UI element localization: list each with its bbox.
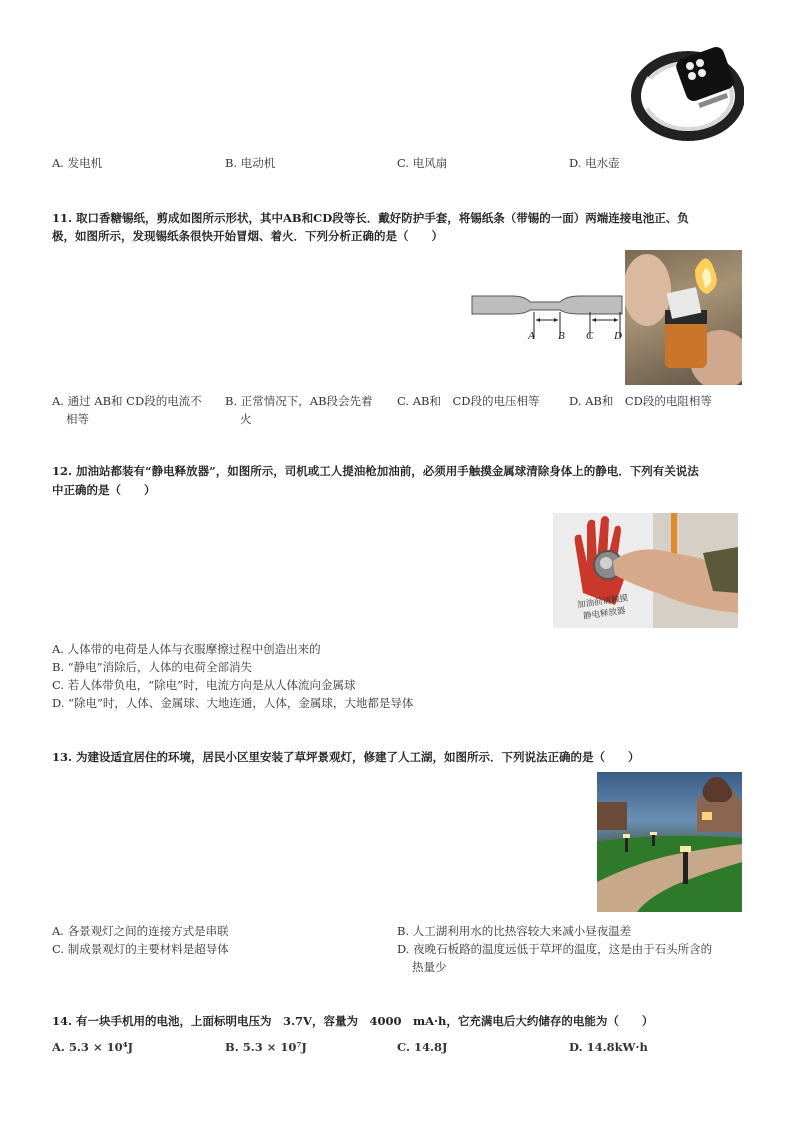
q11-option-a-line2: 相等 — [66, 412, 89, 426]
battery-foil-photo — [625, 250, 742, 385]
tin-foil-strip-diagram — [470, 290, 630, 346]
q12-option-d[interactable]: D. “除电”时，人体、金属球、大地连通，人体，金属球，大地都是导体 — [52, 696, 414, 710]
q10-option-d[interactable]: D. 电水壶 — [569, 156, 620, 170]
q14-option-b[interactable]: B. 5.3 × 10⁷J — [225, 1040, 307, 1054]
q11-option-b-line1[interactable]: B. 正常情况下，AB段会先着 — [225, 394, 373, 408]
device-label-line2: 静电释放器 — [582, 606, 627, 622]
lawn-lamp-photo — [597, 772, 742, 912]
label-b: B — [558, 330, 565, 342]
q13-option-a[interactable]: A. 各景观灯之间的连接方式是串联 — [52, 924, 229, 938]
q10-option-b[interactable]: B. 电动机 — [225, 156, 276, 170]
q12-option-a[interactable]: A. 人体带的电荷是人体与衣服摩擦过程中创造出来的 — [52, 642, 321, 656]
q13-option-d-line1[interactable]: D. 夜晚石板路的温度远低于草坪的温度，这是由于石头所含的 — [397, 942, 713, 956]
q11-stem-line1: 11. 取口香糖锡纸，剪成如图所示形状，其中AB和CD段等长．戴好防护手套，将锡纸条（带锡的一面）两端连接电池正、负 — [52, 211, 689, 225]
q14-option-a[interactable]: A. 5.3 × 10⁴J — [52, 1040, 134, 1054]
device-label-line1: 加油前请触摸 — [576, 593, 629, 611]
smart-bracelet-image — [628, 38, 744, 146]
label-c: C — [586, 330, 594, 342]
q13-option-c[interactable]: C. 制成景观灯的主要材料是超导体 — [52, 942, 229, 956]
label-d: D — [614, 330, 622, 342]
q12-option-b[interactable]: B. “静电”消除后，人体的电荷全部消失 — [52, 660, 253, 674]
q13-option-b[interactable]: B. 人工湖利用水的比热容较大来减小昼夜温差 — [397, 924, 632, 938]
q13-stem: 13. 为建设适宜居住的环境，居民小区里安装了草坪景观灯，修建了人工湖，如图所示．下列说法正确的是（ ） — [52, 750, 640, 764]
q10-option-c[interactable]: C. 电风扇 — [397, 156, 448, 170]
q11-stem-line2: 极，如图所示，发现锡纸条很快开始冒烟、着火．下列分析正确的是（ ） — [52, 229, 443, 243]
q13-option-d-line2: 热量少 — [412, 960, 447, 974]
q14-option-d[interactable]: D. 14.8kW·h — [569, 1040, 648, 1054]
q11-option-a-line1[interactable]: A. 通过 AB和 CD段的电流不 — [52, 394, 202, 408]
q12-option-c[interactable]: C. 若人体带负电，“除电”时，电流方向是从人体流向金属球 — [52, 678, 356, 692]
q10-option-a[interactable]: A. 发电机 — [52, 156, 103, 170]
q14-stem: 14. 有一块手机用的电池，上面标明电压为 3.7V，容量为 4000 mA·h，它充满电后大约储存的电能为（ ） — [52, 1014, 654, 1028]
q12-stem-line2: 中正确的是（ ） — [52, 483, 156, 497]
label-a: A — [528, 330, 535, 342]
q14-option-c[interactable]: C. 14.8J — [397, 1040, 448, 1054]
static-release-device-photo — [553, 513, 738, 628]
q12-stem-line1: 12. 加油站都装有“静电释放器”，如图所示，司机或工人提油枪加油前，必须用手触摸金属球清除身体上的静电．下列有关说法 — [52, 464, 699, 478]
q11-option-b-line2: 火 — [240, 412, 252, 426]
q11-option-c[interactable]: C. AB和 CD段的电压相等 — [397, 394, 540, 408]
q11-option-d[interactable]: D. AB和 CD段的电阻相等 — [569, 394, 712, 408]
